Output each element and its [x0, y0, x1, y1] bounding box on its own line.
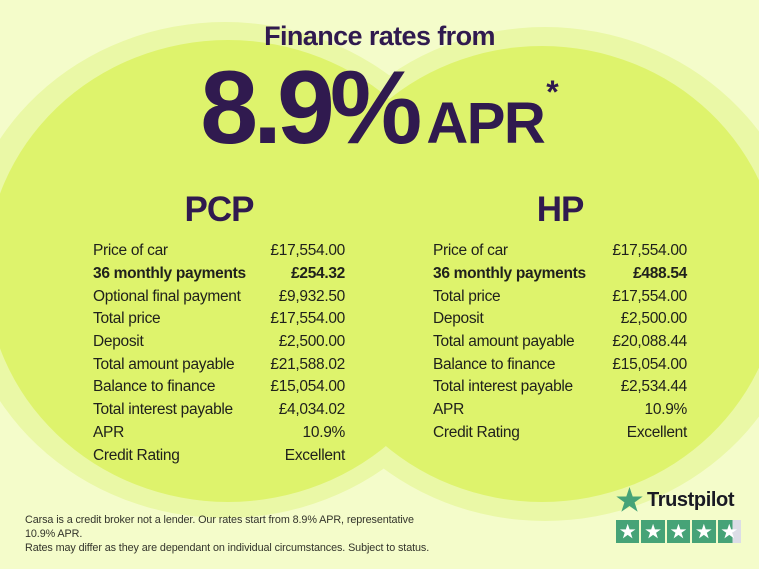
row-label: APR — [433, 401, 464, 419]
table-row — [433, 308, 687, 331]
table-row — [93, 285, 345, 308]
row-value: £488.54 — [633, 265, 687, 283]
star-icon — [645, 524, 661, 540]
table-row — [433, 399, 687, 422]
disclaimer-line-2: Rates may differ as they are dependant on individual circumstances. Subject to status. — [25, 541, 430, 554]
disclaimer — [25, 514, 445, 555]
trustpilot-widget — [616, 487, 741, 543]
row-value: Excellent — [284, 446, 345, 464]
table-row — [433, 285, 687, 308]
row-value: 10.9% — [302, 423, 345, 441]
row-label: Price of car — [433, 242, 508, 260]
row-value: £21,588.02 — [270, 355, 345, 373]
row-label: Total interest payable — [433, 378, 573, 396]
table-row — [93, 331, 345, 354]
table-row — [93, 399, 345, 422]
table-row — [93, 444, 345, 467]
star-icon — [670, 524, 686, 540]
trustpilot-rating-stars — [616, 520, 741, 543]
rate-unit: APR — [426, 91, 545, 156]
row-label: Price of car — [93, 242, 168, 260]
hp-title: HP — [536, 190, 584, 229]
row-label: Total price — [93, 310, 161, 328]
row-value: £20,088.44 — [612, 333, 687, 351]
row-label: Balance to finance — [433, 355, 556, 373]
rating-star-box-icon — [692, 520, 715, 543]
trustpilot-brand-name: Trustpilot — [647, 489, 735, 511]
rating-star-box-icon — [718, 520, 741, 543]
row-value: £17,554.00 — [612, 242, 687, 260]
star-icon — [620, 524, 636, 540]
table-row — [433, 422, 687, 445]
row-label: Total amount payable — [93, 355, 235, 373]
row-value: £4,034.02 — [278, 401, 345, 419]
row-label: Deposit — [433, 310, 484, 328]
pcp-column — [93, 192, 345, 467]
trustpilot-logo — [616, 487, 741, 514]
trustpilot-star-icon — [616, 487, 643, 514]
row-label: Deposit — [93, 333, 144, 351]
row-value: 10.9% — [644, 401, 687, 419]
rate-value: 8.9% — [200, 50, 418, 166]
row-label: Credit Rating — [93, 446, 180, 464]
table-row — [93, 376, 345, 399]
row-value: £15,054.00 — [270, 378, 345, 396]
rating-star-box-icon — [641, 520, 664, 543]
table-row — [93, 263, 345, 286]
table-row — [93, 422, 345, 445]
table-row — [93, 308, 345, 331]
row-label: Credit Rating — [433, 423, 520, 441]
star-icon — [721, 524, 737, 540]
row-value: £2,534.44 — [620, 378, 687, 396]
row-label: Total price — [433, 287, 501, 305]
table-row — [433, 263, 687, 286]
hp-column — [433, 192, 687, 444]
banner-tagline: Finance rates from — [264, 21, 495, 51]
row-value: £2,500.00 — [278, 333, 345, 351]
row-value: £15,054.00 — [612, 355, 687, 373]
table-row — [433, 331, 687, 354]
row-label: APR — [93, 423, 124, 441]
row-label: Balance to finance — [93, 378, 216, 396]
row-value: £2,500.00 — [620, 310, 687, 328]
hp-table — [433, 240, 687, 444]
row-value: £254.32 — [291, 265, 345, 283]
row-label: Optional final payment — [93, 287, 241, 305]
row-value: £17,554.00 — [270, 242, 345, 260]
row-label: Total interest payable — [93, 401, 233, 419]
rating-star-box-icon — [667, 520, 690, 543]
row-label: Total amount payable — [433, 333, 575, 351]
table-row — [433, 240, 687, 263]
headline-rate — [0, 50, 759, 166]
row-value: Excellent — [626, 423, 687, 441]
table-row — [93, 240, 345, 263]
row-value: £17,554.00 — [612, 287, 687, 305]
row-label: 36 monthly payments — [433, 265, 586, 283]
star-icon — [696, 524, 712, 540]
row-value: £9,932.50 — [278, 287, 345, 305]
row-label: 36 monthly payments — [93, 265, 246, 283]
pcp-table — [93, 240, 345, 467]
table-row — [93, 353, 345, 376]
table-row — [433, 353, 687, 376]
row-value: £17,554.00 — [270, 310, 345, 328]
rate-footnote-marker: * — [546, 74, 559, 110]
rating-star-box-icon — [616, 520, 639, 543]
table-row — [433, 376, 687, 399]
disclaimer-line-1: Carsa is a credit broker not a lender. Our rates start from 8.9% APR, representative 10.9% APR. — [25, 514, 414, 540]
pcp-title: PCP — [184, 190, 254, 229]
